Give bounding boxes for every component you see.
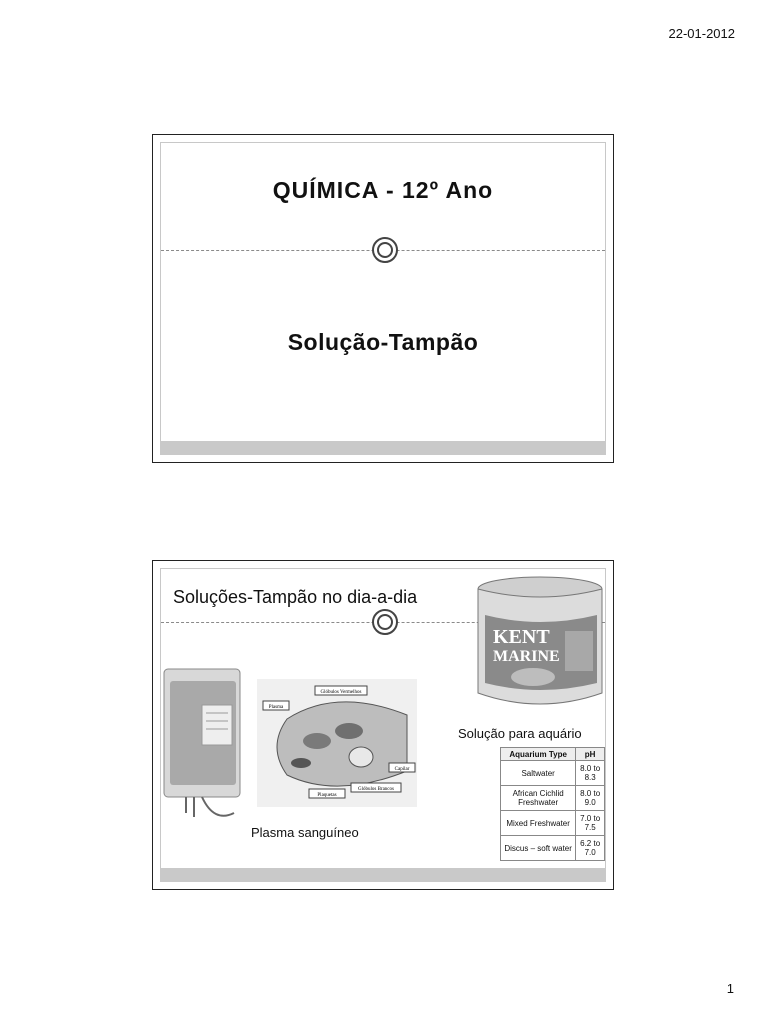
table-header: pH bbox=[576, 748, 605, 761]
ring-ornament-icon bbox=[372, 237, 398, 263]
table-cell: Discus – soft water bbox=[501, 836, 576, 861]
table-row bbox=[501, 811, 605, 836]
jar-brand-line-1: KENT bbox=[493, 626, 550, 648]
label-plasma: Plasma bbox=[268, 705, 284, 710]
slide-2-title: Soluções-Tampão no dia-a-dia bbox=[173, 587, 418, 607]
table-cell: Mixed Freshwater bbox=[501, 811, 576, 836]
slide-1-title: QUÍMICA - 12º Ano bbox=[272, 177, 494, 203]
table-row bbox=[501, 836, 605, 861]
page-number: 1 bbox=[726, 981, 734, 996]
jar-brand-line-2: MARINE bbox=[493, 648, 560, 665]
table-cell: Saltwater bbox=[501, 761, 576, 786]
aquarium-ph-table bbox=[500, 747, 605, 861]
slide-1-footer-bar bbox=[160, 441, 606, 455]
slide-2-footer-bar bbox=[160, 868, 606, 882]
ring-ornament-icon bbox=[372, 609, 398, 635]
blood-plasma-bag-image bbox=[162, 667, 244, 825]
label-capillary: Capilar bbox=[394, 767, 410, 772]
slide-1-subtitle: Solução-Tampão bbox=[287, 329, 479, 355]
table-cell: 8.0 to 9.0 bbox=[576, 786, 605, 811]
capillary-diagram-image bbox=[257, 679, 417, 807]
label-platelets: Plaquetas bbox=[317, 793, 337, 798]
table-row bbox=[501, 761, 605, 786]
table-cell: 6.2 to 7.0 bbox=[576, 836, 605, 861]
table-cell: African Cichlid Freshwater bbox=[501, 786, 576, 811]
label-red-cells: Glóbulos Vermelhos bbox=[320, 690, 362, 695]
table-cell: 7.0 to 7.5 bbox=[576, 811, 605, 836]
slide-2 bbox=[152, 560, 614, 890]
table-cell: 8.0 to 8.3 bbox=[576, 761, 605, 786]
aquarium-buffer-jar-image bbox=[473, 575, 607, 715]
label-white-cells: Glóbulos Brancos bbox=[358, 787, 394, 792]
caption-plasma: Plasma sanguíneo bbox=[251, 825, 359, 840]
table-row bbox=[501, 786, 605, 811]
slide-1 bbox=[152, 134, 614, 463]
caption-aquarium: Solução para aquário bbox=[458, 726, 582, 741]
print-date: 22-01-2012 bbox=[668, 26, 735, 41]
table-header: Aquarium Type bbox=[501, 748, 576, 761]
